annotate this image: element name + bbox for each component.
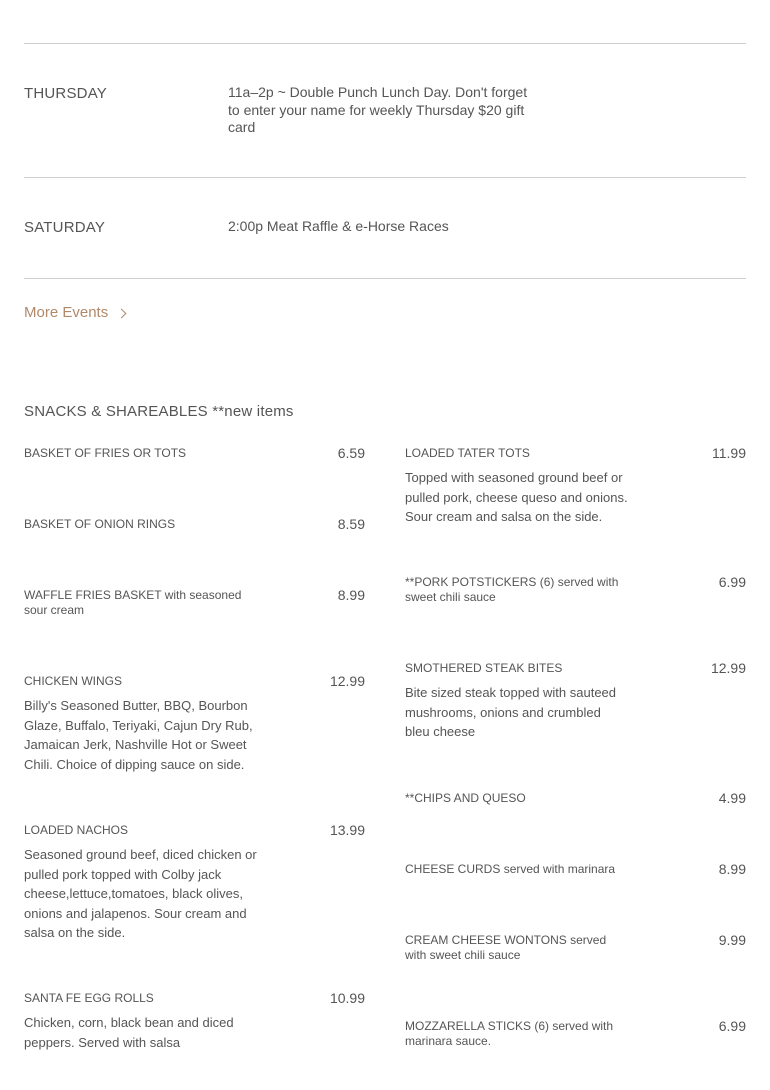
menu-item-name: WAFFLE FRIES BASKET with seasoned sour cream bbox=[24, 588, 242, 617]
event-row-saturday bbox=[24, 177, 746, 279]
menu-item-description: Seasoned ground beef, diced chicken or pulled pork topped with Colby jack cheese,lettuce,tomatoes, black olives, onions and jalapenos. Sour cream and salsa on the side. bbox=[24, 847, 257, 940]
menu-item-price: 11.99 bbox=[712, 445, 746, 461]
menu-item-name: LOADED TATER TOTS bbox=[405, 446, 530, 460]
more-events-label: More Events bbox=[24, 304, 109, 321]
menu-item-name: **CHIPS AND QUESO bbox=[405, 791, 526, 805]
menu-item-price: 8.99 bbox=[718, 861, 746, 877]
menu-item-name: **PORK POTSTICKERS (6) served with sweet chili sauce bbox=[405, 575, 619, 604]
menu-item-description: Bite sized steak topped with sauteed mushrooms, onions and crumbled bleu cheese bbox=[405, 685, 617, 739]
menu-item-description: Topped with seasoned ground beef or pulled pork, cheese queso and onions. Sour cream and salsa on the side. bbox=[405, 470, 628, 524]
menu-item-price: 10.99 bbox=[329, 990, 365, 1006]
menu-item-price: 6.59 bbox=[337, 445, 365, 461]
menu-item-description: Billy's Seasoned Butter, BBQ, Bourbon Glaze, Buffalo, Teriyaki, Cajun Dry Rub, Jamaican Jerk, Nashville Hot or Sweet Chili. Choice of dipping sauce on side. bbox=[24, 698, 253, 772]
section-title: SNACKS & SHAREABLES **new items bbox=[24, 403, 294, 420]
menu-item-price: 6.99 bbox=[718, 1018, 746, 1034]
menu-item-name: CHICKEN WINGS bbox=[24, 674, 123, 688]
event-description: 11a–2p ~ Double Punch Lunch Day. Don't forget to enter your name for weekly Thursday $20 gift card bbox=[228, 84, 528, 135]
menu-item-name: SMOTHERED STEAK BITES bbox=[405, 661, 563, 675]
menu-item-name: BASKET OF FRIES OR TOTS bbox=[24, 446, 187, 460]
more-events-link[interactable] bbox=[24, 304, 125, 321]
menu-item-price: 12.99 bbox=[329, 673, 365, 689]
menu-item-name: SANTA FE EGG ROLLS bbox=[24, 991, 154, 1005]
menu-item-name: BASKET OF ONION RINGS bbox=[24, 517, 176, 531]
menu-item-price: 6.99 bbox=[718, 574, 746, 590]
event-day: SATURDAY bbox=[24, 219, 106, 236]
event-day: THURSDAY bbox=[24, 85, 107, 102]
chevron-right-icon bbox=[117, 308, 127, 318]
event-row-thursday bbox=[24, 43, 746, 178]
menu-item-price: 9.99 bbox=[718, 932, 746, 948]
menu-item-price: 8.59 bbox=[337, 516, 365, 532]
menu-item-name: MOZZARELLA STICKS (6) served with marinara sauce. bbox=[405, 1019, 614, 1048]
menu-item-name: LOADED NACHOS bbox=[24, 823, 129, 837]
menu-item-price: 8.99 bbox=[337, 587, 365, 603]
menu-item-price: 4.99 bbox=[718, 790, 746, 806]
menu-item-price: 12.99 bbox=[710, 660, 746, 676]
event-description: 2:00p Meat Raffle & e-Horse Races bbox=[228, 218, 449, 234]
menu-item-name: CREAM CHEESE WONTONS served with sweet chili sauce bbox=[405, 933, 607, 962]
event-divider-bottom bbox=[24, 278, 746, 279]
menu-item-price: 13.99 bbox=[329, 822, 365, 838]
menu-item-name: CHEESE CURDS served with marinara bbox=[405, 862, 616, 876]
menu-item-description: Chicken, corn, black bean and diced peppers. Served with salsa bbox=[24, 1015, 234, 1050]
